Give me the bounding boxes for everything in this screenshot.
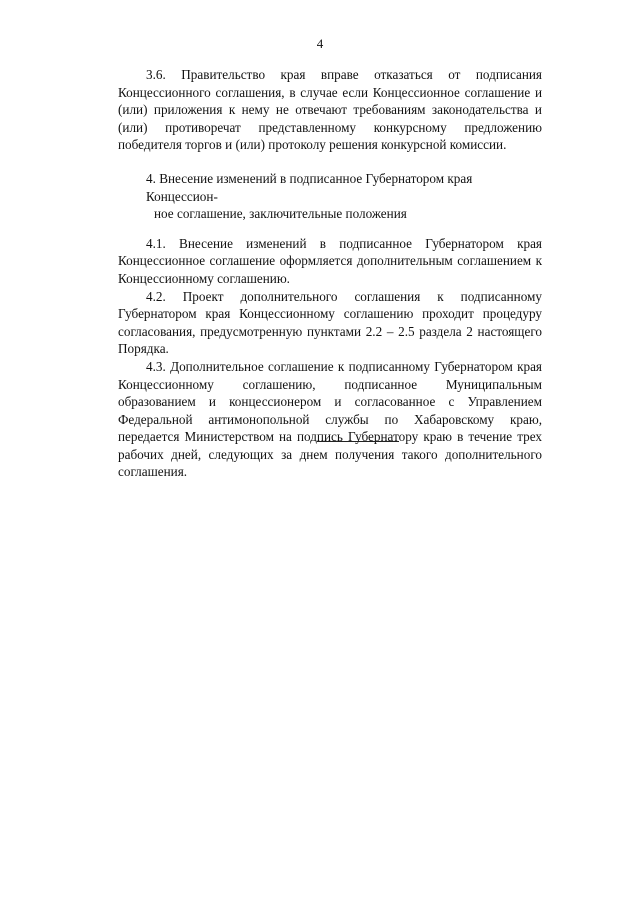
section-4-title	[118, 170, 542, 223]
paragraph-4-3: 4.3. Дополнительное соглашение к подписанному Губернатором края Концессионному соглашению, подписанное Муниципальным образованием и концессионером и согласованное с Управлением Федеральной антимонопольной службы по Хабаровскому краю, передается Министерством на подпись Губернатору краю в течение трех рабочих дней, следующих за днем получения такого дополнительного соглашения.	[118, 358, 542, 480]
paragraph-4-2: 4.2. Проект дополнительного соглашения к подписанному Губернатором края Концессионному соглашению проходит процедуру согласования, предусмотренную пунктами 2.2 – 2.5 раздела 2 настоящего Порядка.	[118, 288, 542, 357]
section-title-line-1: 4. Внесение изменений в подписанное Губернатором края Концессион-	[146, 170, 473, 204]
paragraph-3-6: 3.6. Правительство края вправе отказаться от подписания Концессионного соглашения, в случае если Концессионное соглашение и (или) приложения к нему не отвечают требованиям законодательства и (или) противоречат представленному конкурсному предложению победителя торгов и (или) протоколу решения конкурсной комиссии.	[118, 67, 542, 153]
end-separator-line	[317, 441, 399, 442]
section-title-line-2: ное соглашение, заключительные положения	[154, 206, 407, 222]
paragraph-4-1: 4.1. Внесение изменений в подписанное Губернатором края Концессионное соглашение оформляется дополнительным соглашением к Концессионному соглашению.	[118, 235, 542, 286]
document-body	[118, 66, 542, 481]
page-number: 4	[316, 36, 324, 51]
